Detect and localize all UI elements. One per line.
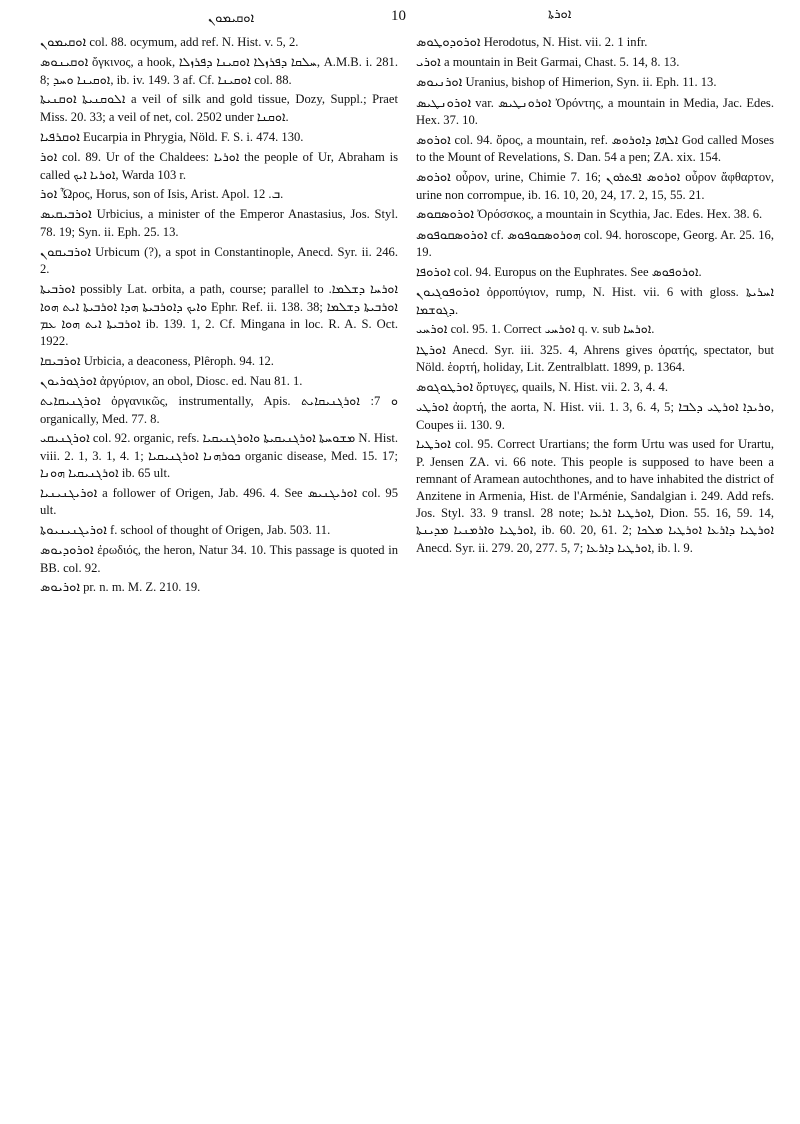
left-column (40, 34, 398, 600)
dictionary-entry (416, 54, 774, 72)
running-head-right: ܐܘܪܬܐ (548, 7, 572, 22)
dictionary-entry (416, 284, 774, 319)
entry-headword: ܐܘܪܒܝܩܘܢ (40, 244, 91, 260)
dictionary-entry (416, 321, 774, 339)
dictionary-entry (40, 522, 398, 540)
entry-headword: ܐܘܪܛܝܐ (416, 437, 451, 453)
entry-text: Anecd. Syr. iii. 325. 4, Ahrens gives ὁρατής, spectator, but Nöld. ἑορτή, holiday, Lit. Zentralblatt. 1899, p. 1364. (416, 342, 774, 375)
entry-headword: ܐܘܪ (40, 149, 58, 165)
entry-text: col. 95. Correct Urartians; the form Urtu was used for Urartu, P. Jensen ZA. vi. 66 note. This people is supposed to have been a remnant of Aramean autochthones, and to have inhabited the district of Anzitene in Armenia, Hist. de l'Arménie, Sandalgian i. 249. Add refs. Jos. Styl. 33. 9 transl. 28 note; ܐܘܪܛܝܐ ܐܪܥܐ, Dion. 55. 16, 59. 14, ܐܘܪܛܝܐ ܘܐܪܡܢܝܐ ܡܕܝܢܬܐ, ib. 60. 20, 61. 2; ܐܘܪܛܝܐ ܕܐܪܥܐ ܐܘܪܛܝܐ ܡܠܟܐ Anecd. Syr. ii. 279. 20, 277. 5, 7; ܐܘܪܛܝܐ ܕܐܪܥܐ, ib. l. 9. (416, 437, 775, 555)
dictionary-entry (40, 373, 398, 391)
dictionary-entry (40, 54, 398, 89)
dictionary-entry (416, 436, 774, 556)
entry-text: cf. ܗܘܪܘܣܩܘܦܘܣ col. 94. horoscope, Georg. Ar. 25. 16, 19. (416, 227, 774, 260)
entry-headword: ܐܘܪܘܦܐ (416, 264, 451, 280)
entry-text: ὄγκινος, a hook, ܚܠܩܐ ܕܦܪܙܠܐ ܐܘܩܝܢܐ ܕܦܪܙܠܐ, A.M.B. i. 281. 8; ܐܘܩܝܢܐ ܘܚܕ, ib. iv. 149. 3 af. Cf. ܐܘܩܝܢܐ col. 88. (40, 55, 399, 87)
entry-text: col. 92. organic, refs. ܡܫܘܚܬܐ ܐܘܪܓܢܝܩܝܬܐ ܘܐܘܪܓܢܝܩܝܐ N. Hist. viii. 2. 1, 3. 1, 4. 1; ܟܘܪܗܢܐ ܐܘܪܓܢܝܩܝܐ organic disease, Med. 15. 17; ܐܘܪܓܢܝܩܝܐ ܗܘܢܐ ib. 65 ult. (40, 431, 398, 480)
entry-headword: ܐܘܪܛܘܓܘܣ (416, 379, 474, 395)
entry-headword: ܐܘܪܘܣܩܘܣ (416, 207, 475, 223)
entry-text: Uranius, bishop of Himerion, Syn. ii. Eph. 11. 13. (462, 75, 717, 90)
entry-text: a mountain in Beit Garmai, Chast. 5. 14, 8. 13. (440, 55, 680, 70)
entry-headword: ܐܘܪܓܢܝܩܝ (40, 431, 90, 447)
entry-headword: ܐܘܪܘܣܩܘܦܘܣ (416, 227, 488, 243)
entry-text: ὀρροπύγιον, rump, N. Hist. vii. 6 with gloss. ܐܚܪܝܬܐ ܕܓܘܫܡܐ. (416, 285, 774, 317)
dictionary-entry (416, 264, 774, 282)
entry-text: οὖρον, urine, Chimie 7. 16; ܐܘܪܘܣ ܐܦܬܪܘܢ οὖρον ἄφθαρτον, urine non corrompue, ib. 16. 10, 20, 24, 17. 2, 15, 55. 21. (416, 170, 774, 202)
entry-headword: ܐܘܪܚܝ (416, 322, 448, 338)
entry-headword: ܐܘܪܢܝܘܣ (416, 75, 463, 91)
dictionary-entry (40, 353, 398, 371)
dictionary-entry (40, 542, 398, 577)
entry-text: Urbicia, a deaconess, Plêroph. 94. 12. (80, 353, 274, 368)
entry-headword: ܐܘܪܓܘܪܝܘܢ (40, 373, 97, 389)
entry-text: pr. n. m. M. Z. 210. 19. (79, 580, 201, 595)
entry-text: Urbicum (?), a spot in Constantinople, Anecd. Syr. ii. 246. 2. (40, 244, 398, 277)
entry-headword: ܐܘܩܪܦܝܐ (40, 129, 80, 145)
entry-headword: ܐܘܪܓܢܝܩܐܝܬ (40, 393, 101, 409)
page-header (0, 0, 800, 30)
entry-text: a follower of Origen, Jab. 496. 4. See ܐܘܪܝܓܢܝܣ col. 95 ult. (40, 485, 398, 518)
entry-text: ܐܠܘܩܢܝܬܐ a veil of silk and gold tissue, Dozy, Suppl.; Praet Miss. 20. 33; a veil of net, col. 2502 under ܐܘܩܢܐ. (40, 92, 398, 125)
dictionary-entry (416, 169, 774, 204)
right-column (416, 34, 774, 559)
dictionary-entry (40, 244, 398, 279)
entry-headword: ܐܘܪܝܓܢܝܢܝܐ (40, 485, 98, 501)
entry-text: ὀργανικῶς, instrumentally, Apis. ܘ 7: ܐܘܪܓܢܝܩܐܝܬ organically, Med. 77. 8. (40, 393, 398, 426)
entry-headword: ܐܘܩܢܝܬܐ (40, 92, 77, 108)
entry-text: ἐρωδιός, the heron, Natur 34. 10. This passage is quoted in BB. col. 92. (40, 543, 398, 575)
dictionary-entry (40, 186, 398, 204)
entry-text: col. 94. ὄρος, a mountain, ref. ܐܠܗܐ ܕܐܘܪܘܣ God called Moses to the Mount of Revelations, S. Dan. 54 a pen; ZA. xix. 154. (416, 132, 775, 165)
entry-headword: ܐܘܪ (40, 187, 58, 203)
dictionary-entry (40, 91, 398, 126)
dictionary-entry (40, 281, 398, 350)
dictionary-entry (416, 95, 774, 130)
dictionary-entry (416, 74, 774, 92)
entry-headword: ܐܘܪܒܝܬܐ (40, 282, 76, 297)
entry-text: Herodotus, N. Hist. vii. 2. 1 infr. (480, 35, 648, 49)
entry-text: col. 94. Europus on the Euphrates. See ܐܘܪܘܦܘܣ. (450, 264, 702, 279)
entry-headword: ܐܘܪܘܣ (416, 170, 451, 186)
entry-text: Urbicius, a minister of the Emperor Anastasius, Jos. Styl. 78. 19; Syn. ii. Eph. 25. 13. (40, 207, 398, 240)
entry-headword: ܐܘܪܝܓܢܝܢܝܘܬܐ (40, 522, 107, 538)
entry-headword: ܐܘܪܘܢܛܝܣ (416, 95, 472, 111)
entry-text: ἀορτή, the aorta, N. Hist. vii. 1. 3, 6. 4, 5; ܘܪܝܕܐ ܐܘܪܛܝ ܕܠܒܐ, Coupes ii. 130. 9. (416, 399, 775, 432)
dictionary-entry (416, 399, 774, 434)
dictionary-entry (40, 206, 398, 241)
dictionary-entry (416, 34, 774, 52)
entry-text: col. 95. 1. Correct ܐܘܪܚܝ q. v. sub ܐܘܪܚܐ. (447, 322, 655, 337)
entry-headword: ܐܘܪܘܣ (416, 132, 451, 148)
entry-text: Ὧρος, Horus, son of Isis, Arist. Apol. ܒ. 12. (57, 187, 284, 202)
dictionary-entry (416, 227, 774, 262)
dictionary-entry (416, 379, 774, 397)
entry-headword: ܐܘܪܘܕܝܘܣ (40, 543, 94, 559)
dictionary-entry (40, 579, 398, 597)
entry-text: ὄρτυγες, quails, N. Hist. vii. 2. 3, 4. 4. (473, 379, 668, 394)
dictionary-entry (40, 129, 398, 147)
dictionary-entry (40, 393, 398, 428)
entry-headword: ܐܘܩܝܡܘܢ (40, 35, 87, 50)
dictionary-entry (416, 132, 774, 167)
dictionary-entry (416, 206, 774, 224)
entry-text: Eucarpia in Phrygia, Nöld. F. S. i. 474. 130. (79, 129, 304, 144)
entry-text: possibly Lat. orbita, a path, course; parallel to ܐܘܪܚܐ ܕܫܠܡܐ. ܘܐܝܟ ܕܐܘܪܒܝܬܐ ܗܕܐ ܐܘܪܒܝܬܐ ܐܝܬ ܗܘܐ Ephr. Ref. ii. 138. 38; ܐܘܪܒܝܬܐ ܕܫܠܡܐ ܐܘܪܒܝܬܐ ܐܝܬ ܗܘܐ ܥܡ ib. 139. 1, 2. Cf. Mingana in loc. R. A. S. Oct. 1922. (40, 282, 399, 348)
entry-text: col. 89. Ur of the Chaldees: ܐܘܪܝܐ the people of Ur, Abraham is called ܐܘܪܝܐ ܐܝܟ, Warda 103 r. (40, 149, 398, 182)
entry-headword: ܐܘܪܘܦܘܓܝܘܢ (416, 285, 480, 301)
entry-headword: ܐܘܪܘܕܘܛܘܣ (416, 35, 481, 50)
entry-headword: ܐܘܪܒܝܩܐ (40, 353, 81, 369)
entry-text: col. 88. ocymum, add ref. N. Hist. v. 5, 2. (86, 35, 299, 49)
entry-headword: ܐܘܪܒܝܩܝܣ (40, 207, 92, 223)
running-head-left: ܐܘܩܝܡܘܢ (208, 11, 255, 26)
entry-text: ἀργύριον, an obol, Diosc. ed. Nau 81. 1. (96, 373, 303, 388)
entry-text: f. school of thought of Origen, Jab. 503. 11. (106, 522, 331, 537)
dictionary-entry (40, 430, 398, 482)
dictionary-entry (40, 34, 398, 52)
dictionary-entry (40, 149, 398, 184)
dictionary-entry (40, 485, 398, 520)
entry-headword: ܐܘܪܛܐ (416, 342, 446, 358)
page-number: 10 (391, 8, 406, 24)
entry-text: var. ܐܘܪܘܢܛܝܣ Ὀρόντης, a mountain in Media, Jac. Edes. Hex. 37. 10. (416, 95, 774, 128)
entry-headword: ܐܘܩܝܢܘܣ (40, 55, 89, 71)
entry-headword: ܐܘܪܝ (416, 55, 441, 71)
entry-text: Ὀρόσσκος, a mountain in Scythia, Jac. Edes. Hex. 38. 6. (474, 207, 763, 222)
entry-headword: ܐܘܪܝܘܣ (40, 580, 80, 596)
entry-headword: ܐܘܪܛܝ (416, 399, 449, 415)
dictionary-entry (416, 342, 774, 377)
